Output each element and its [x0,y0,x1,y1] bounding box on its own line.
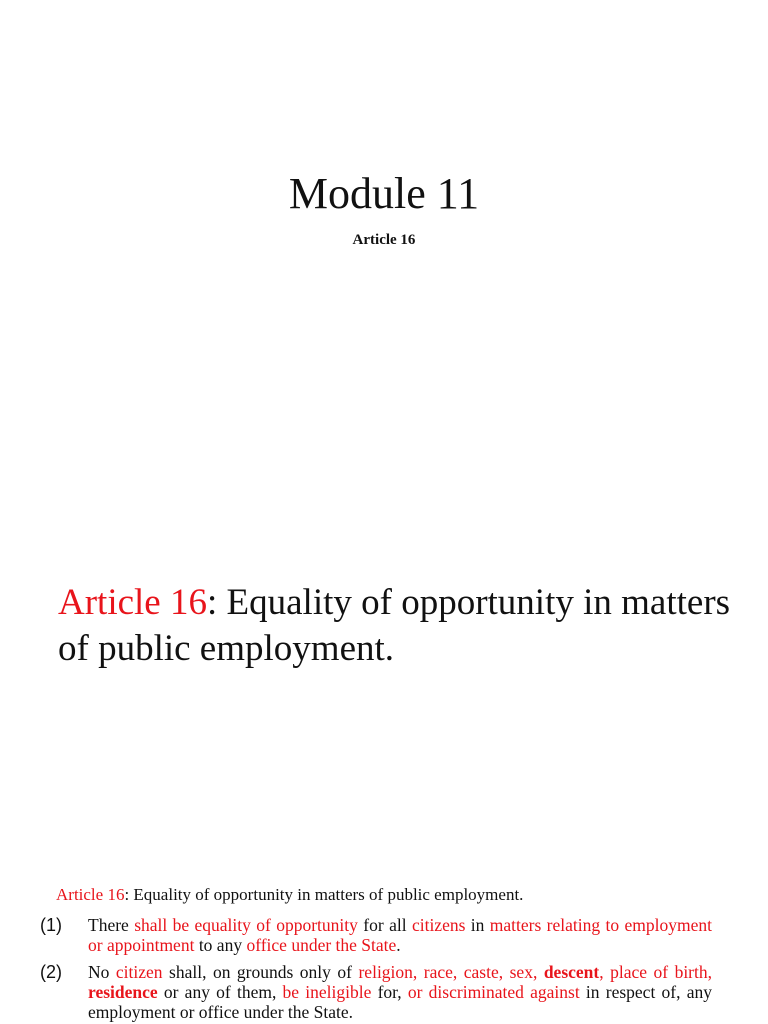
title-slide [0,0,768,300]
highlighted-phrase: religion, race, caste, sex, [358,962,544,982]
heading-slide [0,540,768,700]
highlighted-bold-phrase: residence [88,982,158,1002]
clause-text: for all [357,915,412,935]
clause-body [88,962,712,1022]
clause-1 [40,915,712,955]
clause-body [88,915,712,955]
highlighted-phrase: matters relating to employment or appointment [88,915,712,955]
lead-article-reference: Article 16 [56,885,125,904]
lead-text: : Equality of opportunity in matters of public employment. [124,885,524,904]
article-heading [58,580,738,672]
clause-text: There [88,915,135,935]
clause-number: (2) [40,962,62,982]
highlighted-bold-phrase: descent [543,962,600,982]
article-lead [56,884,736,906]
clause-text: . [396,935,401,955]
clause-text: to any [194,935,247,955]
highlighted-phrase: , [599,962,611,982]
clause-text: shall, on grounds only of [162,962,359,982]
clause-number: (1) [40,915,62,935]
clause-text: No [88,962,116,982]
article-text-slide [0,870,768,1024]
highlighted-phrase: shall be equality of opportunity [134,915,358,935]
clause-text: for, [371,982,408,1002]
module-title: Module 11 [288,169,480,218]
clause-text: in [465,915,490,935]
highlighted-phrase: citizens [411,915,466,935]
highlighted-phrase: or discriminated against [407,982,580,1002]
article-heading-text: : Equality of opportunity in matters of public employment. [58,582,731,669]
highlighted-phrase: be ineligible [282,982,372,1002]
clause-text: in respect of, any employment or office under the State. [88,982,712,1022]
module-subtitle: Article 16 [352,232,416,248]
article-reference: Article 16 [58,582,207,623]
highlighted-phrase: citizen [115,962,163,982]
highlighted-phrase: office under the State [246,935,397,955]
clause-2 [40,962,712,1022]
highlighted-phrase: place of birth, [610,962,712,982]
clause-text: or any of them, [157,982,283,1002]
